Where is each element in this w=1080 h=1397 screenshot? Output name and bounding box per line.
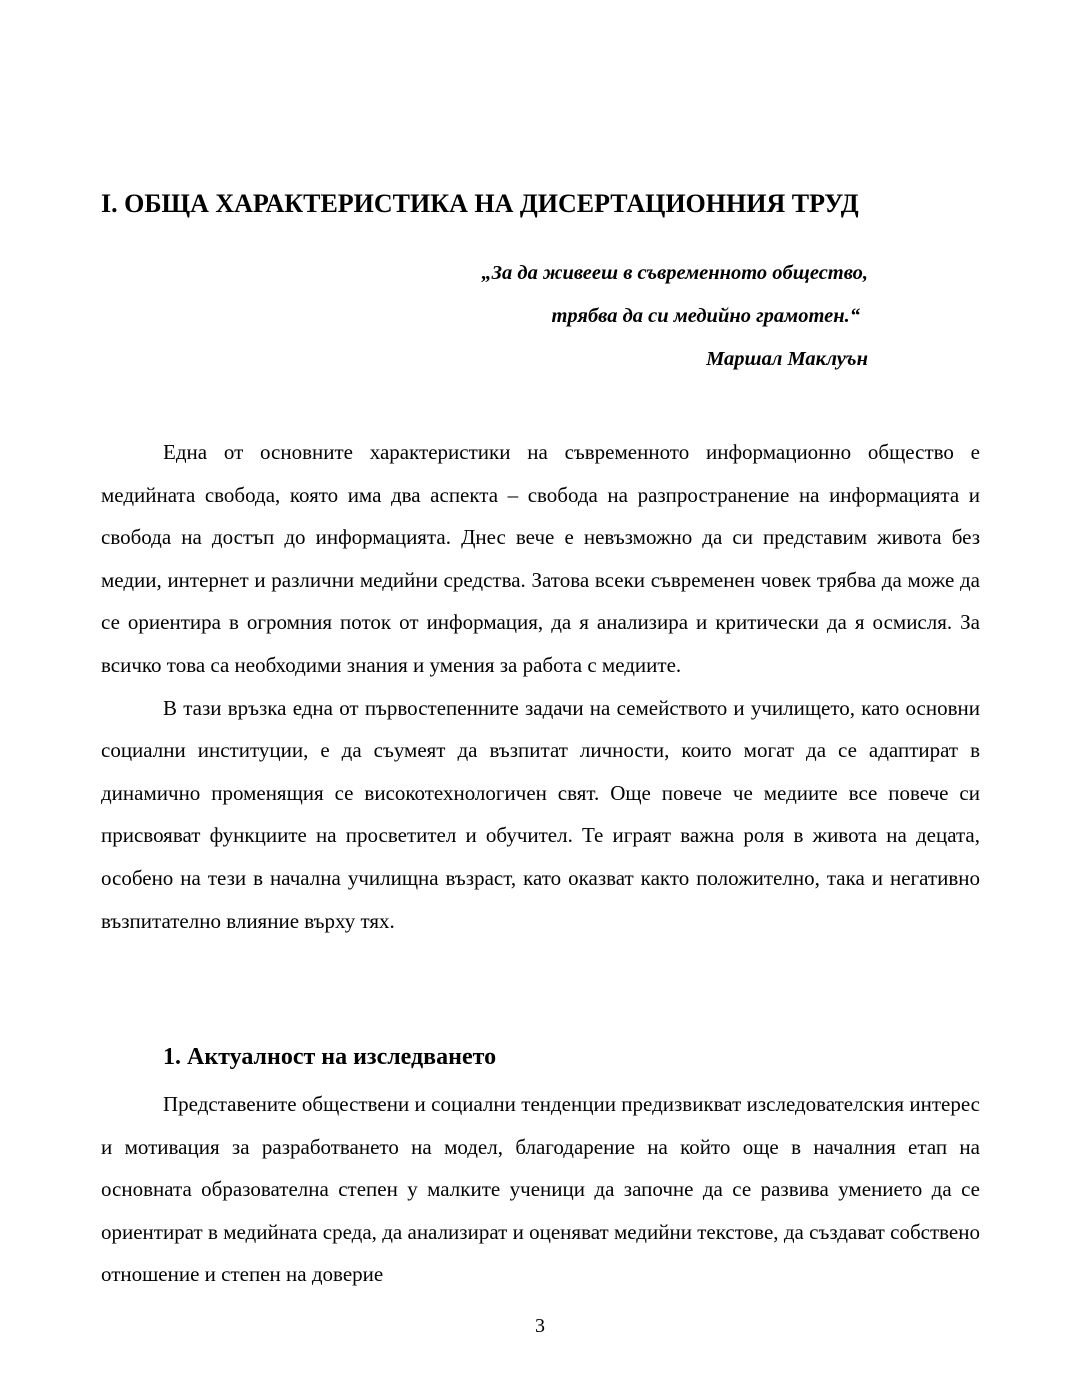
paragraph-1: Една от основните характеристики на съвременното информационно общество е медийната свобода, която има два аспекта – свобода на разпространение на информацията и свобода на достъп до информацията. Днес вече е невъзможно да си представим живота без медии, интернет и различни медийни средства. Затова всеки съвременен човек трябва да може да се ориентира в огромния поток от информация, да я анализира и критически да я осмисля. За всичко това са необходими знания и умения за работа с медиите. xyxy=(101,440,980,677)
epigraph-line-2: трябва да си медийно грамотен.“ xyxy=(551,305,860,327)
paragraph-2: В тази връзка една от първостепенните задачи на семейството и училището, като основни социални институции, е да съумеят да възпитат личности, които могат да се адаптират в динамично променящия се високотехнологичен свят. Още повече че медиите все повече си присвояват функциите на просветител и обучител. Те играят важна роля в живота на децата, особено на тези в начална училищна възраст, като оказват както положително, така и негативно възпитателно влияние върху тях. xyxy=(101,695,980,933)
chapter-title: I. ОБЩА ХАРАКТЕРИСТИКА НА ДИСЕРТАЦИОННИЯ ТРУД xyxy=(101,189,859,218)
epigraph-author: Маршал Маклуън xyxy=(706,348,868,370)
section-paragraph: Представените обществени и социални тенденции предизвикват изследователския интерес и мотивация за разработването на модел, благодарение на който още в началния етап на основната образователна степен у малките ученици да започне да се развива умението да се ориентират в медийната среда, да анализират и оценяват медийни текстове, да създават собствено отношение и степен на доверие xyxy=(101,1092,980,1287)
section-heading: 1. Актуалност на изследването xyxy=(163,1044,497,1070)
intro-text xyxy=(101,431,980,942)
epigraph-line-1: „За да живееш в съвременното общество, xyxy=(481,262,868,284)
section-text xyxy=(101,1083,980,1296)
epigraph xyxy=(300,252,868,381)
page-number: 3 xyxy=(535,1315,545,1337)
